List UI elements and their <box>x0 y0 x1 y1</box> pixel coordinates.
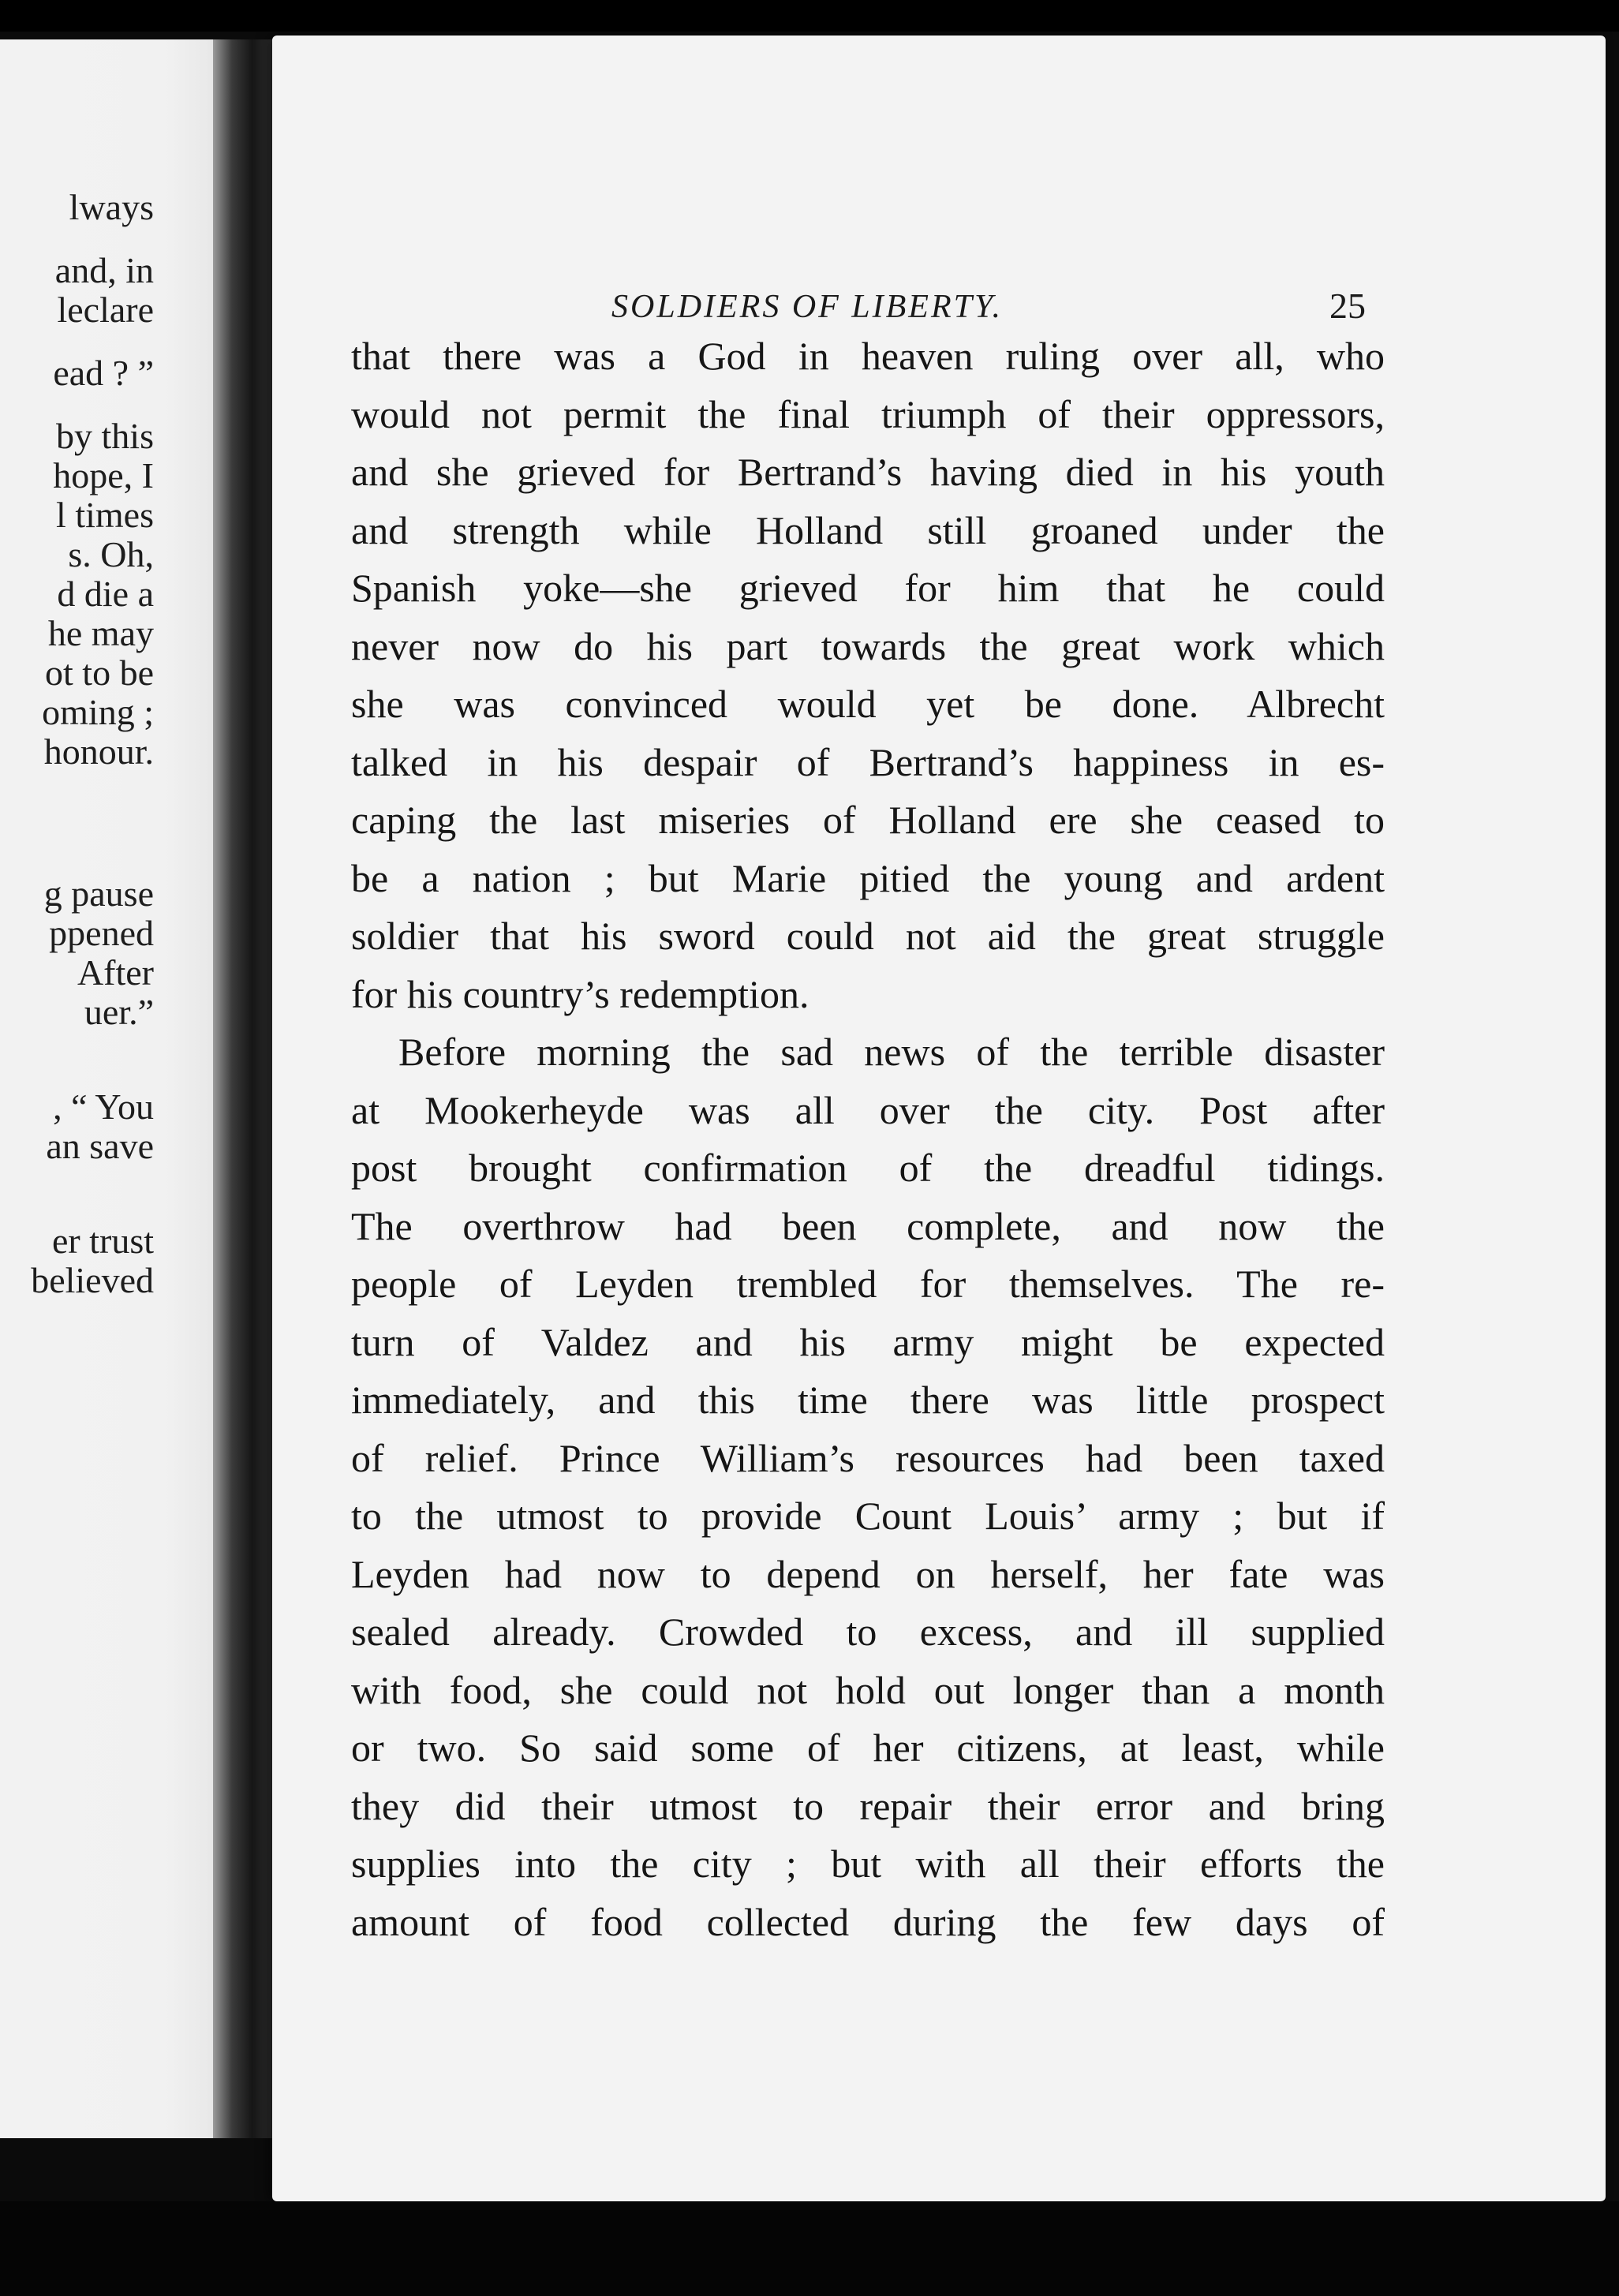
left-page-fragment: he may <box>47 613 154 653</box>
text-line: of relief. Prince William’s resources had been taxed <box>351 1435 1385 1480</box>
left-page-fragment: er trust <box>51 1221 154 1261</box>
left-page-text-fragments <box>0 39 237 2138</box>
text-line: Leyden had now to depend on herself, her fate was <box>351 1551 1385 1596</box>
left-page-fragment: g pause <box>43 873 154 914</box>
text-line: talked in his despair of Bertrand’s happiness in es- <box>351 739 1385 784</box>
right-page <box>272 36 1606 2201</box>
text-line: supplies into the city ; but with all their efforts the <box>351 1842 1385 1886</box>
text-line: and she grieved for Bertrand’s having died in his youth <box>351 450 1385 494</box>
left-page-fragment: leclare <box>57 290 154 330</box>
left-page-fragment: ppened <box>49 913 154 953</box>
left-page-fragment: believed <box>31 1260 154 1300</box>
text-line: Spanish yoke—she grieved for him that he could <box>351 566 1385 610</box>
left-page-fragment: lways <box>69 187 154 227</box>
left-page-fragment: l times <box>56 495 154 535</box>
scan-top-border <box>0 0 1619 32</box>
left-page-fragment: honour. <box>43 731 154 772</box>
scan-bottom-border <box>0 2201 1619 2296</box>
left-page-fragment: ot to be <box>45 653 154 693</box>
text-line: Before morning the sad news of the terrible disaster <box>398 1030 1385 1074</box>
text-line: with food, she could not hold out longer than a month <box>351 1667 1385 1712</box>
page-number: 25 <box>1329 286 1366 326</box>
text-line: they did their utmost to repair their error and bring <box>351 1783 1385 1828</box>
text-line: or two. So said some of her citizens, at least, while <box>351 1726 1385 1770</box>
text-line: post brought confirmation of the dreadful tidings. <box>351 1146 1385 1190</box>
text-line: to the utmost to provide Count Louis’ army ; but if <box>351 1494 1385 1538</box>
text-line: never now do his part towards the great work which <box>351 623 1385 668</box>
text-line: for his country’s redemption. <box>351 971 810 1016</box>
left-page-fragment: After <box>77 952 154 993</box>
text-line: The overthrow had been complete, and now the <box>351 1203 1385 1248</box>
text-line: she was convinced would yet be done. Albrecht <box>351 682 1385 726</box>
text-line: people of Leyden trembled for themselves. The re- <box>351 1262 1385 1306</box>
text-line: be a nation ; but Marie pitied the young and ardent <box>351 855 1385 900</box>
text-line: that there was a God in heaven ruling over all, who <box>351 334 1385 378</box>
left-page-fragment: , “ You <box>53 1086 154 1127</box>
paragraph <box>351 327 1385 1023</box>
running-head-title: SOLDIERS OF LIBERTY. <box>611 289 1003 325</box>
text-line: turn of Valdez and his army might be expected <box>351 1319 1385 1364</box>
text-line: sealed already. Crowded to excess, and ill supplied <box>351 1610 1385 1654</box>
text-line: amount of food collected during the few days of <box>351 1899 1385 1944</box>
text-line: at Mookerheyde was all over the city. Post after <box>351 1087 1385 1132</box>
paragraph <box>351 1023 1385 1951</box>
left-page-fragment: by this <box>56 416 154 456</box>
left-page-fragment: an save <box>46 1126 154 1166</box>
text-line: would not permit the final triumph of their oppressors, <box>351 391 1385 436</box>
left-page-fragment: oming ; <box>42 692 154 732</box>
left-page <box>0 39 237 2138</box>
text-line: and strength while Holland still groaned under the <box>351 507 1385 552</box>
left-page-fragment: s. Oh, <box>68 534 154 574</box>
text-line: caping the last miseries of Holland ere she ceased to <box>351 798 1385 842</box>
left-page-fragment: hope, I <box>53 455 154 495</box>
left-page-fragment: uer.” <box>84 992 154 1032</box>
left-page-fragment: ead ? ” <box>53 353 154 393</box>
running-head <box>272 256 1606 326</box>
text-line: immediately, and this time there was little prospect <box>351 1378 1385 1422</box>
body-text <box>351 327 1385 1951</box>
left-page-fragment: d die a <box>57 574 154 614</box>
left-page-fragment: and, in <box>54 250 154 290</box>
text-line: soldier that his sword could not aid the great struggle <box>351 914 1385 958</box>
